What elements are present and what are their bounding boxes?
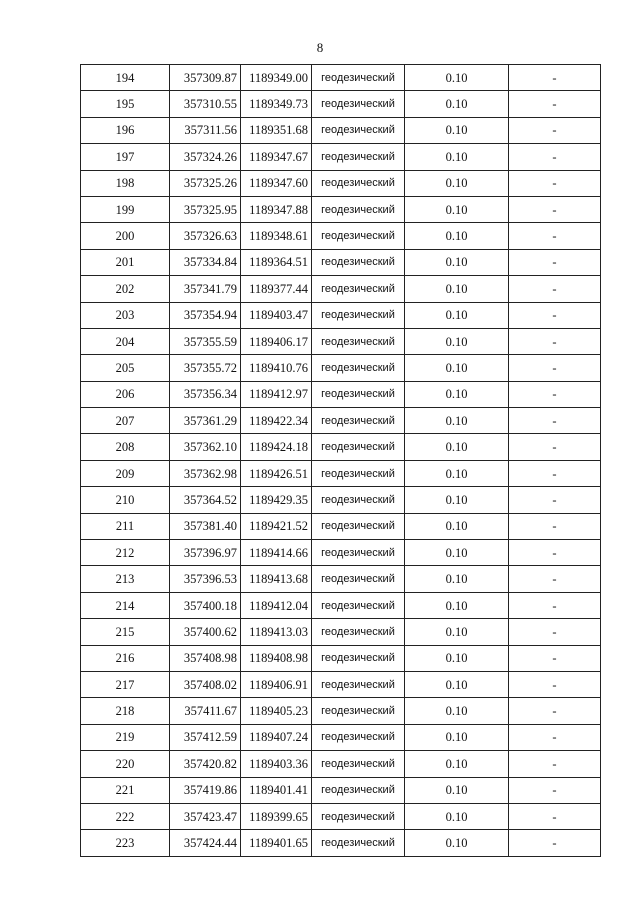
point-number-cell: 216 bbox=[81, 645, 170, 671]
method-cell: геодезический bbox=[312, 460, 405, 486]
note-cell: - bbox=[509, 566, 601, 592]
table-row bbox=[81, 91, 601, 117]
method-cell: геодезический bbox=[312, 751, 405, 777]
table-row bbox=[81, 540, 601, 566]
note-cell: - bbox=[509, 671, 601, 697]
method-cell: геодезический bbox=[312, 302, 405, 328]
coordinate-x-cell: 357396.53 bbox=[170, 566, 241, 592]
method-cell: геодезический bbox=[312, 276, 405, 302]
note-cell: - bbox=[509, 249, 601, 275]
method-cell: геодезический bbox=[312, 777, 405, 803]
method-cell: геодезический bbox=[312, 803, 405, 829]
accuracy-cell: 0.10 bbox=[405, 540, 509, 566]
accuracy-cell: 0.10 bbox=[405, 302, 509, 328]
point-number-cell: 198 bbox=[81, 170, 170, 196]
coordinate-x-cell: 357325.26 bbox=[170, 170, 241, 196]
coordinate-y-cell: 1189377.44 bbox=[241, 276, 312, 302]
point-number-cell: 218 bbox=[81, 698, 170, 724]
method-cell: геодезический bbox=[312, 381, 405, 407]
note-cell: - bbox=[509, 540, 601, 566]
method-cell: геодезический bbox=[312, 434, 405, 460]
accuracy-cell: 0.10 bbox=[405, 751, 509, 777]
point-number-cell: 221 bbox=[81, 777, 170, 803]
coordinate-x-cell: 357400.62 bbox=[170, 619, 241, 645]
table-row bbox=[81, 408, 601, 434]
coordinate-y-cell: 1189351.68 bbox=[241, 117, 312, 143]
note-cell: - bbox=[509, 355, 601, 381]
table-row bbox=[81, 196, 601, 222]
coordinate-y-cell: 1189401.41 bbox=[241, 777, 312, 803]
accuracy-cell: 0.10 bbox=[405, 434, 509, 460]
point-number-cell: 205 bbox=[81, 355, 170, 381]
point-number-cell: 202 bbox=[81, 276, 170, 302]
coordinate-x-cell: 357334.84 bbox=[170, 249, 241, 275]
point-number-cell: 209 bbox=[81, 460, 170, 486]
point-number-cell: 196 bbox=[81, 117, 170, 143]
accuracy-cell: 0.10 bbox=[405, 592, 509, 618]
point-number-cell: 219 bbox=[81, 724, 170, 750]
point-number-cell: 214 bbox=[81, 592, 170, 618]
table-row bbox=[81, 830, 601, 856]
method-cell: геодезический bbox=[312, 830, 405, 856]
table-row bbox=[81, 777, 601, 803]
table-row bbox=[81, 117, 601, 143]
point-number-cell: 217 bbox=[81, 671, 170, 697]
method-cell: геодезический bbox=[312, 196, 405, 222]
note-cell: - bbox=[509, 645, 601, 671]
accuracy-cell: 0.10 bbox=[405, 170, 509, 196]
accuracy-cell: 0.10 bbox=[405, 671, 509, 697]
note-cell: - bbox=[509, 460, 601, 486]
table-row bbox=[81, 592, 601, 618]
coordinate-y-cell: 1189403.47 bbox=[241, 302, 312, 328]
table-row bbox=[81, 566, 601, 592]
table-row bbox=[81, 487, 601, 513]
point-number-cell: 206 bbox=[81, 381, 170, 407]
table-row bbox=[81, 328, 601, 354]
note-cell: - bbox=[509, 724, 601, 750]
coordinate-x-cell: 357400.18 bbox=[170, 592, 241, 618]
method-cell: геодезический bbox=[312, 724, 405, 750]
coordinate-x-cell: 357362.10 bbox=[170, 434, 241, 460]
coordinate-x-cell: 357362.98 bbox=[170, 460, 241, 486]
note-cell: - bbox=[509, 592, 601, 618]
method-cell: геодезический bbox=[312, 698, 405, 724]
method-cell: геодезический bbox=[312, 566, 405, 592]
point-number-cell: 213 bbox=[81, 566, 170, 592]
coordinate-y-cell: 1189412.04 bbox=[241, 592, 312, 618]
point-number-cell: 215 bbox=[81, 619, 170, 645]
accuracy-cell: 0.10 bbox=[405, 803, 509, 829]
coordinate-x-cell: 357408.02 bbox=[170, 671, 241, 697]
point-number-cell: 197 bbox=[81, 144, 170, 170]
table-row bbox=[81, 803, 601, 829]
note-cell: - bbox=[509, 328, 601, 354]
note-cell: - bbox=[509, 698, 601, 724]
method-cell: геодезический bbox=[312, 65, 405, 91]
coordinate-x-cell: 357420.82 bbox=[170, 751, 241, 777]
table-row bbox=[81, 434, 601, 460]
method-cell: геодезический bbox=[312, 355, 405, 381]
coordinate-y-cell: 1189401.65 bbox=[241, 830, 312, 856]
coordinate-y-cell: 1189429.35 bbox=[241, 487, 312, 513]
note-cell: - bbox=[509, 751, 601, 777]
method-cell: геодезический bbox=[312, 249, 405, 275]
note-cell: - bbox=[509, 619, 601, 645]
accuracy-cell: 0.10 bbox=[405, 777, 509, 803]
coordinate-x-cell: 357311.56 bbox=[170, 117, 241, 143]
coordinate-x-cell: 357361.29 bbox=[170, 408, 241, 434]
table-row bbox=[81, 223, 601, 249]
point-number-cell: 223 bbox=[81, 830, 170, 856]
coordinate-y-cell: 1189349.00 bbox=[241, 65, 312, 91]
coordinate-y-cell: 1189347.88 bbox=[241, 196, 312, 222]
accuracy-cell: 0.10 bbox=[405, 566, 509, 592]
accuracy-cell: 0.10 bbox=[405, 65, 509, 91]
method-cell: геодезический bbox=[312, 223, 405, 249]
note-cell: - bbox=[509, 65, 601, 91]
note-cell: - bbox=[509, 408, 601, 434]
coordinate-x-cell: 357419.86 bbox=[170, 777, 241, 803]
table-row bbox=[81, 619, 601, 645]
accuracy-cell: 0.10 bbox=[405, 117, 509, 143]
coordinate-y-cell: 1189422.34 bbox=[241, 408, 312, 434]
page-number: 8 bbox=[316, 40, 324, 55]
point-number-cell: 195 bbox=[81, 91, 170, 117]
coordinate-x-cell: 357356.34 bbox=[170, 381, 241, 407]
accuracy-cell: 0.10 bbox=[405, 698, 509, 724]
coordinate-x-cell: 357411.67 bbox=[170, 698, 241, 724]
point-number-cell: 212 bbox=[81, 540, 170, 566]
table-row bbox=[81, 170, 601, 196]
coordinate-x-cell: 357341.79 bbox=[170, 276, 241, 302]
accuracy-cell: 0.10 bbox=[405, 645, 509, 671]
coordinates-table bbox=[80, 64, 601, 857]
coordinate-y-cell: 1189348.61 bbox=[241, 223, 312, 249]
table-row bbox=[81, 355, 601, 381]
table-row bbox=[81, 276, 601, 302]
accuracy-cell: 0.10 bbox=[405, 355, 509, 381]
coordinate-x-cell: 357408.98 bbox=[170, 645, 241, 671]
table-row bbox=[81, 144, 601, 170]
accuracy-cell: 0.10 bbox=[405, 328, 509, 354]
coordinate-y-cell: 1189421.52 bbox=[241, 513, 312, 539]
coordinate-x-cell: 357325.95 bbox=[170, 196, 241, 222]
point-number-cell: 194 bbox=[81, 65, 170, 91]
coordinate-x-cell: 357355.72 bbox=[170, 355, 241, 381]
accuracy-cell: 0.10 bbox=[405, 513, 509, 539]
table-row bbox=[81, 460, 601, 486]
point-number-cell: 220 bbox=[81, 751, 170, 777]
accuracy-cell: 0.10 bbox=[405, 830, 509, 856]
method-cell: геодезический bbox=[312, 513, 405, 539]
table-row bbox=[81, 751, 601, 777]
coordinates-table-body bbox=[81, 65, 601, 857]
note-cell: - bbox=[509, 830, 601, 856]
coordinate-x-cell: 357309.87 bbox=[170, 65, 241, 91]
coordinate-y-cell: 1189414.66 bbox=[241, 540, 312, 566]
coordinate-y-cell: 1189347.67 bbox=[241, 144, 312, 170]
table-row bbox=[81, 724, 601, 750]
coordinate-y-cell: 1189413.68 bbox=[241, 566, 312, 592]
accuracy-cell: 0.10 bbox=[405, 196, 509, 222]
coordinate-y-cell: 1189410.76 bbox=[241, 355, 312, 381]
point-number-cell: 204 bbox=[81, 328, 170, 354]
coordinate-y-cell: 1189424.18 bbox=[241, 434, 312, 460]
method-cell: геодезический bbox=[312, 592, 405, 618]
method-cell: геодезический bbox=[312, 487, 405, 513]
point-number-cell: 222 bbox=[81, 803, 170, 829]
table-row bbox=[81, 671, 601, 697]
note-cell: - bbox=[509, 91, 601, 117]
method-cell: геодезический bbox=[312, 328, 405, 354]
accuracy-cell: 0.10 bbox=[405, 408, 509, 434]
accuracy-cell: 0.10 bbox=[405, 249, 509, 275]
note-cell: - bbox=[509, 144, 601, 170]
coordinate-x-cell: 357310.55 bbox=[170, 91, 241, 117]
method-cell: геодезический bbox=[312, 117, 405, 143]
coordinate-x-cell: 357396.97 bbox=[170, 540, 241, 566]
coordinate-y-cell: 1189408.98 bbox=[241, 645, 312, 671]
note-cell: - bbox=[509, 223, 601, 249]
table-row bbox=[81, 513, 601, 539]
note-cell: - bbox=[509, 487, 601, 513]
accuracy-cell: 0.10 bbox=[405, 223, 509, 249]
accuracy-cell: 0.10 bbox=[405, 487, 509, 513]
note-cell: - bbox=[509, 434, 601, 460]
point-number-cell: 211 bbox=[81, 513, 170, 539]
coordinate-y-cell: 1189426.51 bbox=[241, 460, 312, 486]
coordinate-y-cell: 1189406.17 bbox=[241, 328, 312, 354]
table-row bbox=[81, 645, 601, 671]
table-row bbox=[81, 65, 601, 91]
method-cell: геодезический bbox=[312, 619, 405, 645]
table-row bbox=[81, 698, 601, 724]
point-number-cell: 200 bbox=[81, 223, 170, 249]
coordinate-y-cell: 1189406.91 bbox=[241, 671, 312, 697]
coordinate-y-cell: 1189412.97 bbox=[241, 381, 312, 407]
note-cell: - bbox=[509, 302, 601, 328]
accuracy-cell: 0.10 bbox=[405, 724, 509, 750]
coordinate-x-cell: 357354.94 bbox=[170, 302, 241, 328]
coordinate-x-cell: 357355.59 bbox=[170, 328, 241, 354]
note-cell: - bbox=[509, 803, 601, 829]
coordinate-x-cell: 357412.59 bbox=[170, 724, 241, 750]
coordinate-x-cell: 357364.52 bbox=[170, 487, 241, 513]
note-cell: - bbox=[509, 276, 601, 302]
coordinate-y-cell: 1189364.51 bbox=[241, 249, 312, 275]
table-row bbox=[81, 302, 601, 328]
method-cell: геодезический bbox=[312, 671, 405, 697]
note-cell: - bbox=[509, 170, 601, 196]
accuracy-cell: 0.10 bbox=[405, 619, 509, 645]
accuracy-cell: 0.10 bbox=[405, 381, 509, 407]
coordinate-x-cell: 357381.40 bbox=[170, 513, 241, 539]
method-cell: геодезический bbox=[312, 540, 405, 566]
method-cell: геодезический bbox=[312, 408, 405, 434]
method-cell: геодезический bbox=[312, 645, 405, 671]
coordinate-y-cell: 1189399.65 bbox=[241, 803, 312, 829]
coordinate-x-cell: 357326.63 bbox=[170, 223, 241, 249]
point-number-cell: 203 bbox=[81, 302, 170, 328]
point-number-cell: 207 bbox=[81, 408, 170, 434]
note-cell: - bbox=[509, 381, 601, 407]
note-cell: - bbox=[509, 117, 601, 143]
point-number-cell: 210 bbox=[81, 487, 170, 513]
accuracy-cell: 0.10 bbox=[405, 276, 509, 302]
point-number-cell: 208 bbox=[81, 434, 170, 460]
accuracy-cell: 0.10 bbox=[405, 144, 509, 170]
coordinate-y-cell: 1189405.23 bbox=[241, 698, 312, 724]
coordinate-x-cell: 357423.47 bbox=[170, 803, 241, 829]
point-number-cell: 199 bbox=[81, 196, 170, 222]
point-number-cell: 201 bbox=[81, 249, 170, 275]
table-row bbox=[81, 381, 601, 407]
table-row bbox=[81, 249, 601, 275]
coordinate-y-cell: 1189349.73 bbox=[241, 91, 312, 117]
method-cell: геодезический bbox=[312, 144, 405, 170]
coordinate-y-cell: 1189403.36 bbox=[241, 751, 312, 777]
coordinate-y-cell: 1189347.60 bbox=[241, 170, 312, 196]
coordinate-x-cell: 357424.44 bbox=[170, 830, 241, 856]
note-cell: - bbox=[509, 513, 601, 539]
method-cell: геодезический bbox=[312, 91, 405, 117]
note-cell: - bbox=[509, 777, 601, 803]
method-cell: геодезический bbox=[312, 170, 405, 196]
coordinate-x-cell: 357324.26 bbox=[170, 144, 241, 170]
note-cell: - bbox=[509, 196, 601, 222]
coordinate-y-cell: 1189413.03 bbox=[241, 619, 312, 645]
coordinate-y-cell: 1189407.24 bbox=[241, 724, 312, 750]
accuracy-cell: 0.10 bbox=[405, 91, 509, 117]
accuracy-cell: 0.10 bbox=[405, 460, 509, 486]
